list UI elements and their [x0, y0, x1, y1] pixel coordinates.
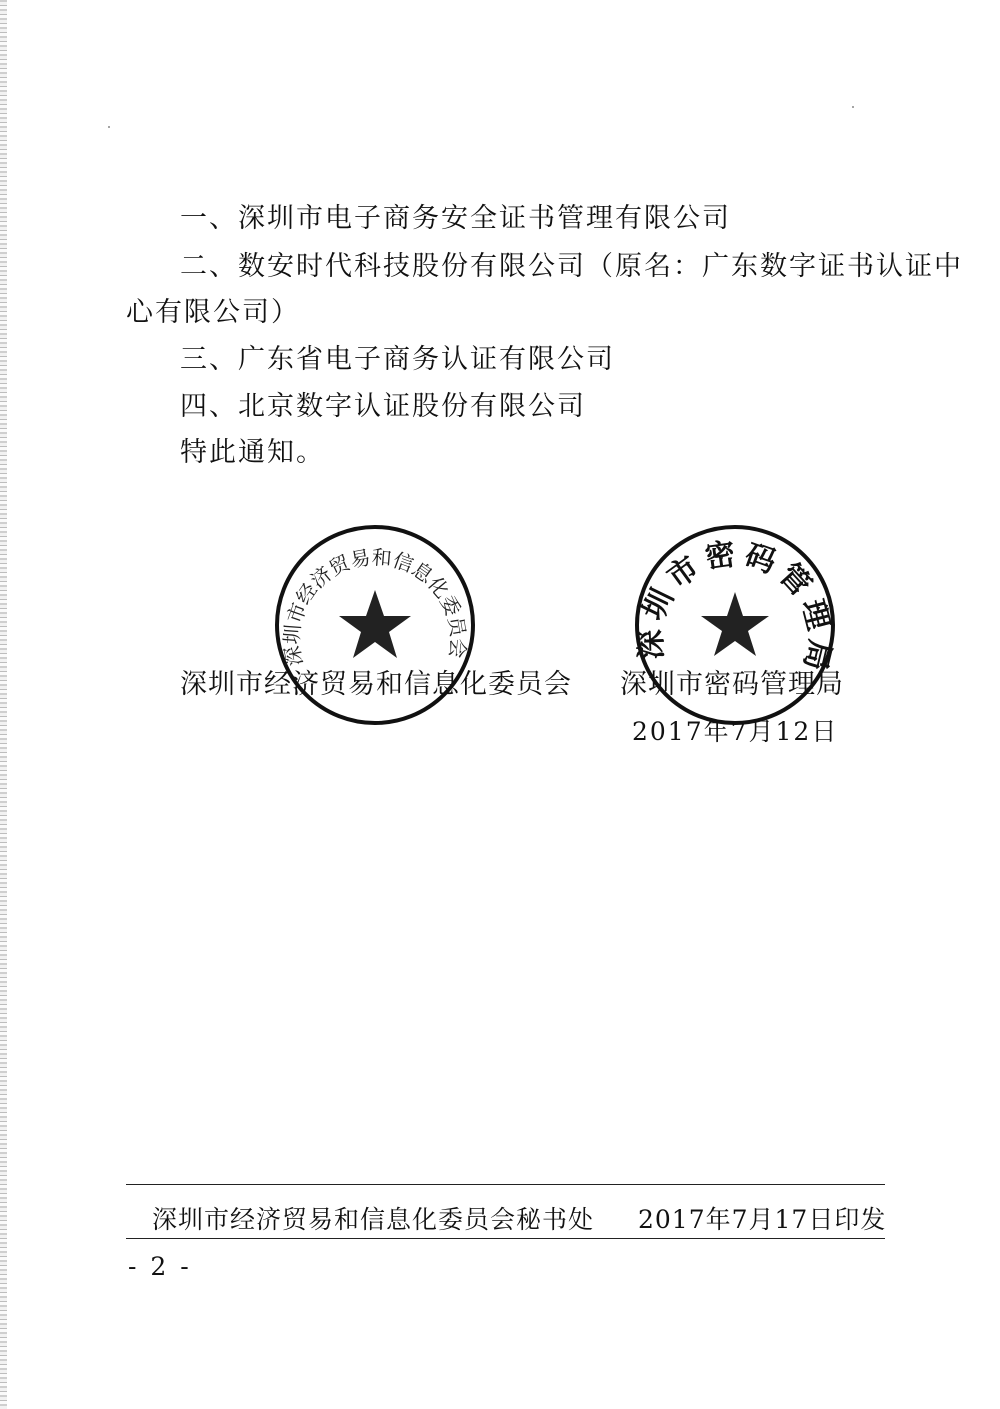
seal-left-text: 深圳市经济贸易和信息化委员会 [279, 544, 471, 669]
footer-issuer: 深圳市经济贸易和信息化委员会秘书处 [152, 1205, 595, 1234]
list-item-2: 二、数安时代科技股份有限公司（原名：广东数字证书认证中 [180, 251, 963, 282]
list-item-2-continued: 心有限公司） [126, 297, 300, 328]
list-item-4: 四、北京数字认证股份有限公司 [180, 391, 586, 422]
star-icon [701, 592, 769, 656]
page-number: - 2 - [128, 1252, 192, 1281]
seal-right-text: 深圳市密码管理局 [633, 536, 838, 680]
signature-date: 2017年7月12日 [632, 717, 839, 746]
signature-right: 深圳市密码管理局 [620, 669, 844, 700]
star-icon [339, 590, 411, 658]
footer-rule-bottom [126, 1238, 885, 1239]
scan-speck [108, 126, 110, 128]
footer-print-date: 2017年7月17日印发 [638, 1205, 887, 1234]
closing-text: 特此通知。 [180, 437, 325, 468]
scan-speck [852, 106, 854, 108]
scan-edge [0, 0, 7, 1409]
footer-rule-top [126, 1184, 885, 1185]
list-item-3: 三、广东省电子商务认证有限公司 [180, 344, 615, 375]
list-item-1: 一、深圳市电子商务安全证书管理有限公司 [180, 203, 731, 234]
signature-left: 深圳市经济贸易和信息化委员会 [180, 669, 572, 700]
